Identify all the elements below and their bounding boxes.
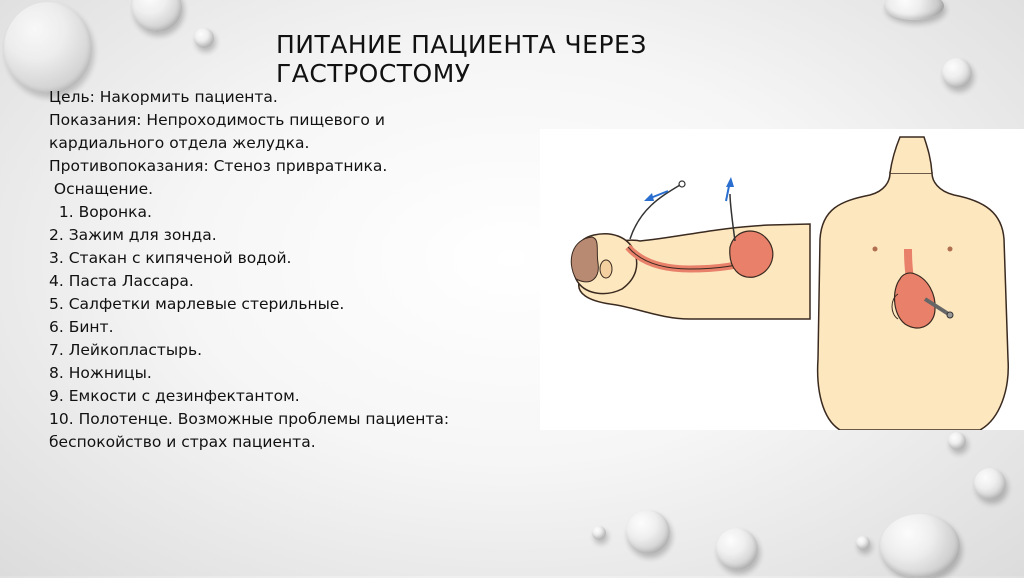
body-line-indications-cont: кардиального отдела желудка.: [49, 134, 310, 152]
body-line-item-3: 3. Стакан с кипяченой водой.: [49, 249, 292, 267]
slide-body: [49, 86, 549, 454]
water-drop: [626, 510, 670, 554]
body-line-indications: Показания: Непроходимость пищевого и: [49, 111, 385, 129]
body-line-item-7: 7. Лейкопластырь.: [49, 341, 203, 359]
water-drop: [856, 536, 870, 550]
water-drop: [948, 432, 966, 450]
body-line-item-5: 5. Салфетки марлевые стерильные.: [49, 295, 345, 313]
water-drop: [194, 28, 214, 48]
body-line-item-9: 9. Емкости с дезинфектантом.: [49, 387, 300, 405]
body-line-item-6: 6. Бинт.: [49, 318, 114, 336]
water-drop: [4, 2, 92, 94]
body-line-item-4: 4. Паста Лассара.: [49, 272, 194, 290]
slide-title: ПИТАНИЕ ПАЦИЕНТА ЧЕРЕЗ ГАСТРОСТОМУ: [276, 30, 647, 88]
body-line-contraindications: Противопоказания: Стеноз привратника.: [49, 157, 388, 175]
gastrostomy-figure-svg: [540, 129, 1024, 430]
patient-lying-with-tube-illustration: [571, 177, 810, 319]
body-line-item-8: 8. Ножницы.: [49, 364, 152, 382]
body-line-goal: Цель: Накормить пациента.: [49, 88, 278, 106]
water-drop: [716, 528, 758, 570]
water-drop: [132, 0, 182, 32]
body-line-item-1: 1. Воронка.: [49, 203, 152, 221]
body-line-problems: беспокойство и страх пациента.: [49, 433, 316, 451]
water-drop: [592, 526, 606, 540]
body-line-item-2: 2. Зажим для зонда.: [49, 226, 217, 244]
gastrostomy-illustration: [540, 129, 1024, 430]
body-line-item-10: 10. Полотенце. Возможные проблемы пациента:: [49, 410, 450, 428]
torso-with-gastrostomy-illustration: [818, 137, 1009, 430]
water-drop: [884, 0, 944, 20]
water-drop: [880, 514, 960, 578]
body-line-equipment-heading: Оснащение.: [49, 180, 154, 198]
water-drop: [974, 468, 1006, 500]
water-drop: [942, 58, 972, 88]
